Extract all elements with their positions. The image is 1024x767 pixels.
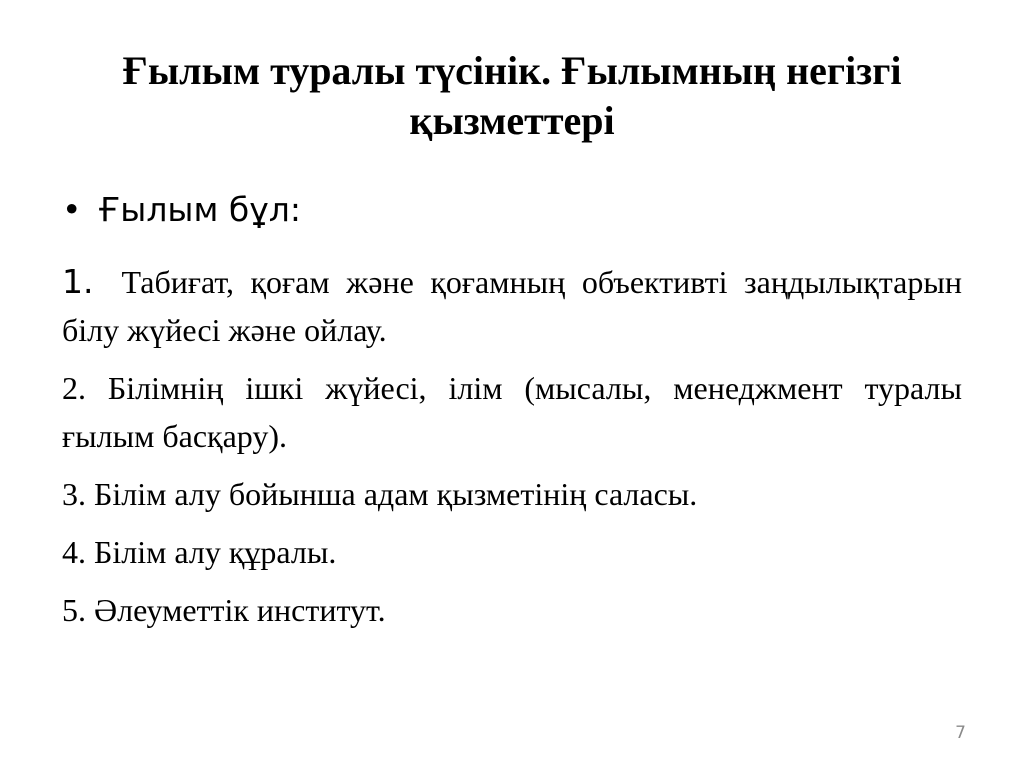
slide-title-line-1: Ғылым туралы түсінік. Ғылымның негізгі	[122, 48, 902, 93]
definition-item-3: 3. Білім алу бойынша адам қызметінің саласы.	[62, 476, 698, 512]
definition-list	[62, 258, 962, 644]
slide-title	[40, 46, 984, 146]
definition-item-1-number: 1.	[62, 262, 94, 301]
definition-item-5: 5. Әлеуметтік институт.	[62, 592, 386, 628]
bullet-text: Ғылым бұл:	[98, 190, 301, 229]
slide-title-line-2: қызметтері	[409, 98, 615, 143]
definition-item-4: 4. Білім алу құралы.	[62, 534, 337, 570]
definition-item-1	[62, 258, 962, 354]
bullet-dot-icon: •	[62, 190, 82, 229]
definition-item-1-text: Табиғат, қоғам және қоғамның объективті заңдылықтарын білу жүйесі және ойлау.	[62, 264, 962, 348]
bullet-item	[62, 186, 301, 234]
page-number: 7	[955, 723, 966, 743]
definition-item-2: 2. Білімнің ішкі жүйесі, ілім (мысалы, менеджмент туралы ғылым басқару).	[62, 370, 962, 454]
